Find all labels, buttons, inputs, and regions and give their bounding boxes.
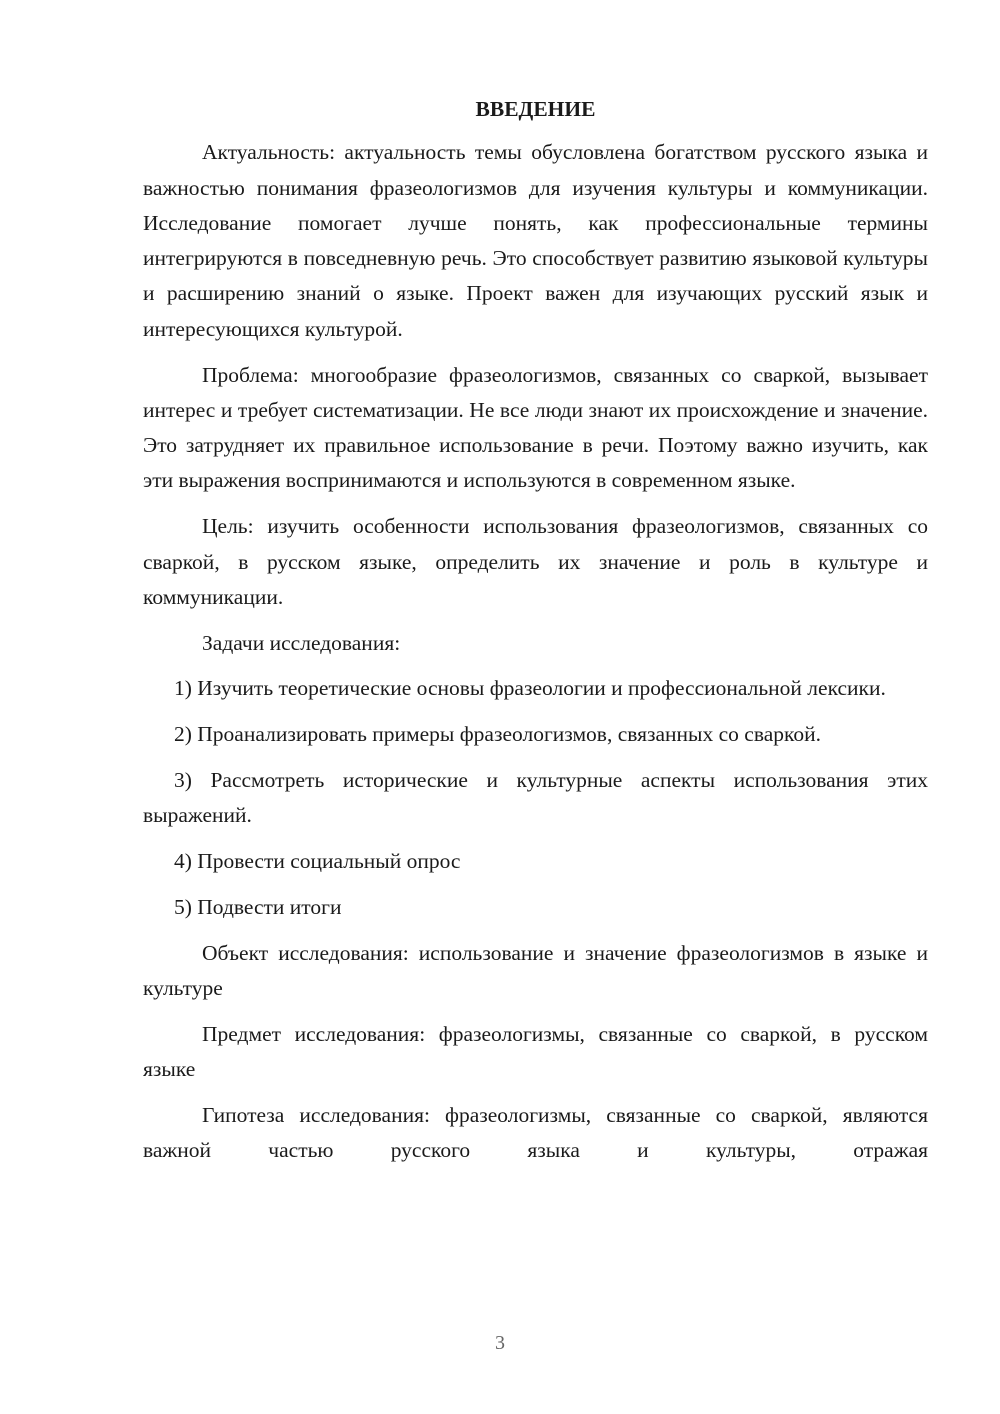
paragraph-goal: Цель: изучить особенности использования фразеологизмов, связанных со сваркой, в русском языке, определить их значение и роль в культуре и коммуникации. — [143, 514, 928, 609]
page-number: 3 — [495, 1332, 505, 1354]
task-item-5: 5) Подвести итоги — [174, 894, 342, 919]
task-item-4: 4) Провести социальный опрос — [174, 849, 461, 874]
paragraph-problem: Проблема: многообразие фразеологизмов, связанных со сваркой, вызывает интерес и требует систематизации. Не все люди знают их происхождение и значение. Это затрудняет их правильное использование в речи. Поэтому важно изучить, как эти выражения воспринимаются и используются в современном языке. — [143, 362, 928, 493]
task-item-1: 1) Изучить теоретические основы фразеологии и профессиональной лексики. — [174, 676, 886, 701]
paragraph-tasks-heading: Задачи исследования: — [202, 630, 401, 655]
paragraph-hypothesis: Гипотеза исследования: фразеологизмы, связанные со сваркой, являются важной частью русского языка и культуры, отражая — [143, 1102, 928, 1163]
task-item-3: 3) Рассмотреть исторические и культурные аспекты использования этих выражений. — [143, 768, 928, 828]
document-title: ВВЕДЕНИЕ — [475, 97, 596, 121]
document-body — [143, 92, 928, 1179]
paragraph-subject: Предмет исследования: фразеологизмы, связанные со сваркой, в русском языке — [143, 1021, 928, 1082]
paragraph-relevance: Актуальность: актуальность темы обусловлена богатством русского языка и важностью понимания фразеологизмов для изучения культуры и коммуникации. Исследование помогает лучше понять, как профессиональные термины интегрируются в повседневную речь. Это способствует развитию языковой культуры и расширению знаний о языке. Проект важен для изучающих русский язык и интересующихся культурой. — [143, 140, 928, 341]
task-item-2: 2) Проанализировать примеры фразеологизмов, связанных со сваркой. — [174, 722, 821, 747]
paragraph-object: Объект исследования: использование и значение фразеологизмов в языке и культуре — [143, 940, 928, 1001]
